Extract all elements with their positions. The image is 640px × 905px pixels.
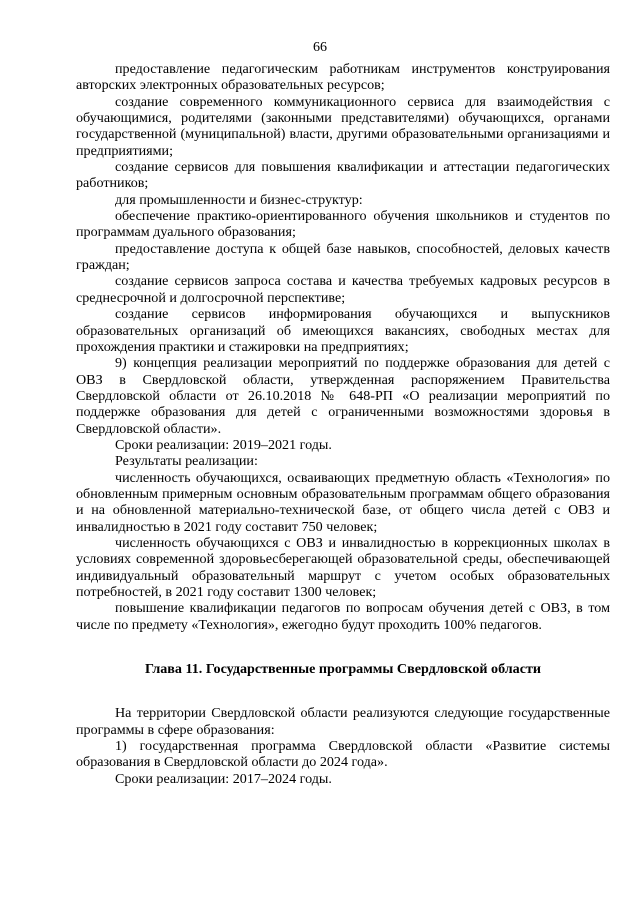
document-body [76, 61, 610, 787]
paragraph: Сроки реализации: 2019–2021 годы. [115, 436, 332, 453]
paragraph: Сроки реализации: 2017–2024 годы. [115, 770, 332, 787]
paragraph: создание сервисов информирования обучающихся и выпускников образовательных организаций об имеющихся вакансиях, свободных местах для прохождения практики и стажировки на предприятиях; [76, 306, 610, 355]
paragraph: создание сервисов для повышения квалификации и аттестации педагогических работников; [76, 159, 610, 192]
paragraph: предоставление педагогическим работникам инструментов конструирования авторских электронных образовательных ресурсов; [76, 61, 610, 94]
paragraph: численность обучающихся, осваивающих предметную область «Технология» по обновленным примерным основным образовательным программам общего образования и на обновленной материально-технической базе, от общего числа детей с ОВЗ и инвалидностью в 2021 году составит 750 человек; [76, 469, 610, 535]
paragraph: 1) государственная программа Свердловской области «Развитие системы образования в Свердловской области до 2024 года». [76, 738, 610, 771]
chapter-heading: Глава 11. Государственные программы Свердловской области [144, 661, 542, 678]
paragraph: повышение квалификации педагогов по вопросам обучения детей с ОВЗ, в том числе по предмету «Технология», ежегодно будут проходить 100% педагогов. [76, 600, 610, 633]
paragraph: предоставление доступа к общей базе навыков, способностей, деловых качеств граждан; [76, 240, 610, 274]
paragraph: Результаты реализации: [115, 453, 258, 470]
page-number: 66 [313, 40, 327, 55]
paragraph: создание сервисов запроса состава и качества требуемых кадровых ресурсов в среднесрочной и долгосрочной перспективе; [76, 273, 610, 306]
paragraph: 9) концепция реализации мероприятий по поддержке образования для детей с ОВЗ в Свердловской области, утвержденная распоряжением Правительства Свердловской области от 26.10.2018 № 648-РП «О реализации мероприятий по поддержке образования для детей с ограниченными возможностями здоровья в Свердловской области». [76, 355, 610, 437]
paragraph: для промышленности и бизнес-структур: [115, 191, 363, 208]
paragraph: обеспечение практико-ориентированного обучения школьников и студентов по программам дуального образования; [76, 208, 610, 241]
paragraph: численность обучающихся с ОВЗ и инвалидностью в коррекционных школах в условиях современной здоровьесберегающей образовательной среды, обеспечивающей индивидуальный образовательный маршрут с учетом особых образовательных потребностей, в 2021 году составит 1300 человек; [76, 534, 610, 600]
paragraph: создание современного коммуникационного сервиса для взаимодействия с обучающимися, родителями (законными представителями) обучающихся, органами государственной (муниципальной) власти, другими образовательными организациями и предприятиями; [76, 93, 610, 159]
paragraph: На территории Свердловской области реализуются следующие государственные программы в сфере образования: [76, 705, 610, 738]
